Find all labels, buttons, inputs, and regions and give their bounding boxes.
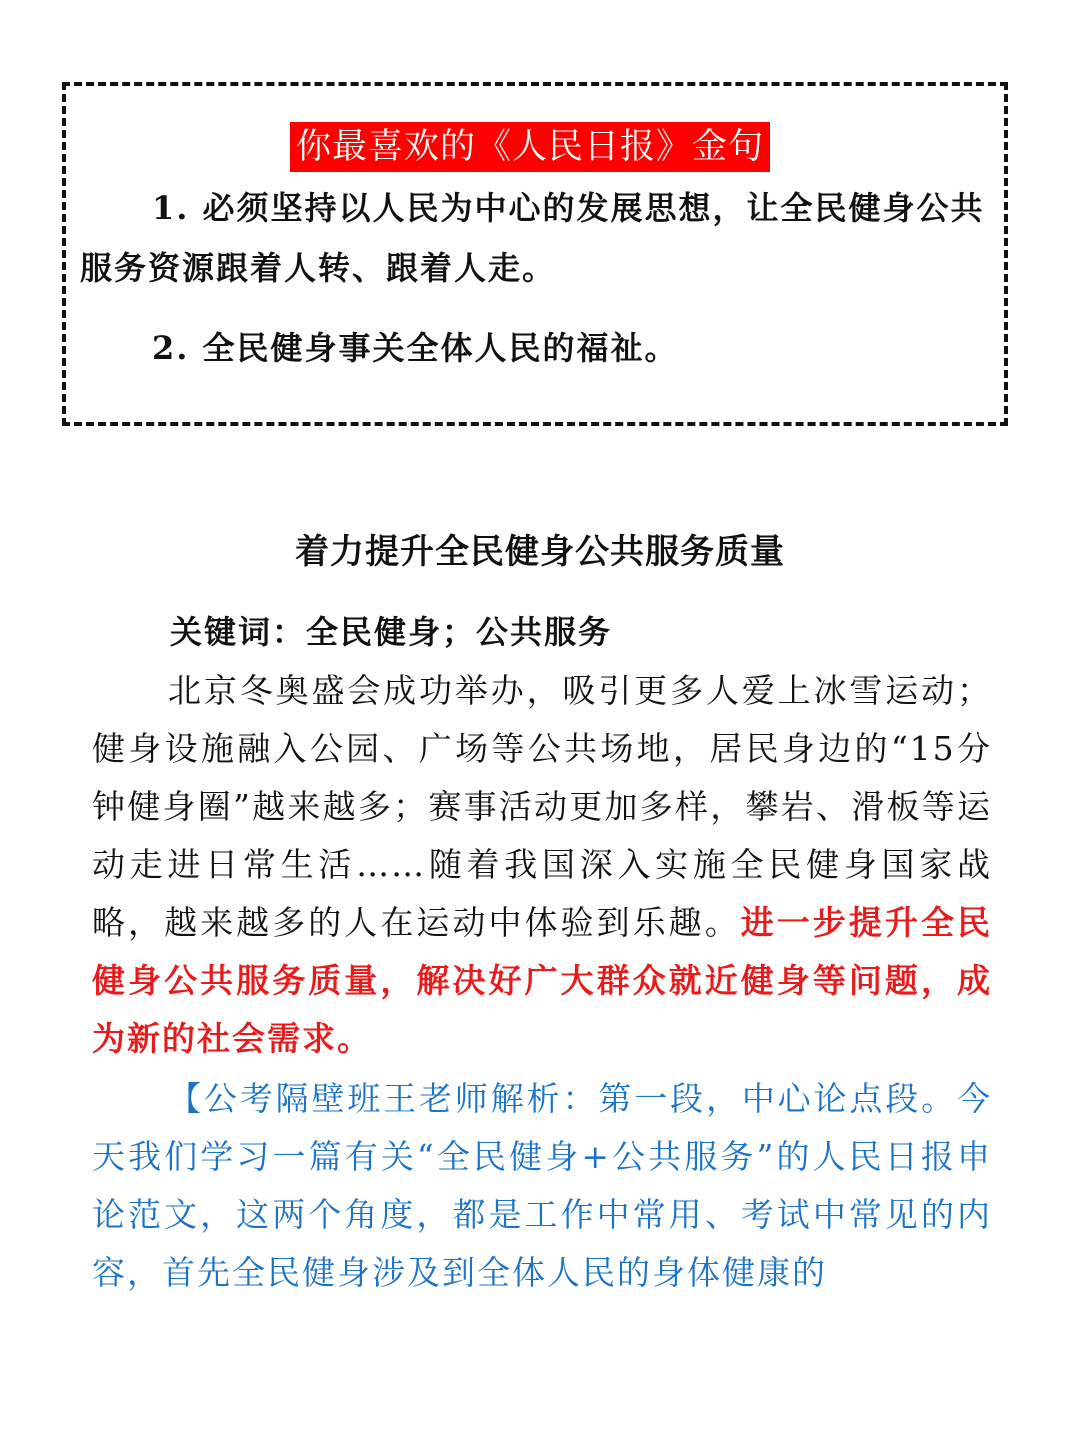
quote-item-1: 1. 必须坚持以人民为中心的发展思想，让全民健身公共服务资源跟着人转、跟着人走。 — [80, 189, 985, 287]
quote-item-2: 2. 全民健身事关全体人民的福祉。 — [152, 329, 679, 367]
paragraph-1-text: 北京冬奥盛会成功举办，吸引更多人爱上冰雪运动；健身设施融入公园、广场等公共场地，居民身边的“15分钟健身圈”越来越多；赛事活动更加多样，攀岩、滑板等运动走进日常生活……随着我国深入实施全民健身国家战略，越来越多的人在运动中体验到乐趣。 — [92, 671, 992, 942]
article-keywords: 关键词：全民健身；公共服务 — [170, 613, 613, 651]
quote-box-title: 你最喜欢的《人民日报》金句 — [290, 122, 770, 172]
article-paragraph-1 — [92, 662, 992, 1068]
article-title: 着力提升全民健身公共服务质量 — [295, 532, 785, 572]
paragraph-1-highlight: 进一步提升全民健身公共服务质量，解决好广大群众就近健身等问题，成为新的社会需求。 — [92, 903, 993, 1058]
analysis-paragraph: 【公考隔壁班王老师解析：第一段，中心论点段。今天我们学习一篇有关“全民健身+公共服务”的人民日报申论范文，这两个角度，都是工作中常用、考试中常见的内容，首先全民健身涉及到全体人民的身体健康的 — [92, 1079, 992, 1292]
